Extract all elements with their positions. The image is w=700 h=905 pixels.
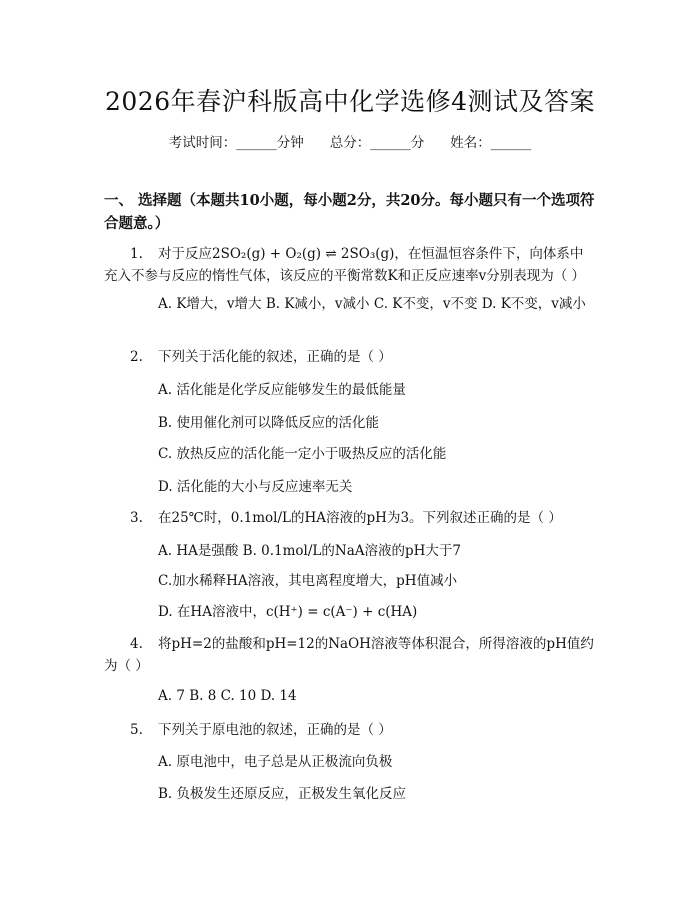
question-5-option-b: B. 负极发生还原反应，正极发生氧化反应 [158,786,407,802]
question-2-option-c: C. 放热反应的活化能一定小于吸热反应的活化能 [158,446,447,462]
question-2-option-d: D. 活化能的大小与反应速率无关 [158,479,353,495]
question-4-options: A. 7 B. 8 C. 10 D. 14 [158,688,297,704]
question-2-option-a: A. 活化能是化学反应能够发生的最低能量 [158,382,406,398]
exam-info-line [0,131,700,151]
question-text: 对于反应2SO₂(g) + O₂(g) ⇌ 2SO₃(g)，在恒温恒容条件下，向体系中充入不参与反应的惰性气体，该反应的平衡常数K和正反应速率v分别表现为（ ） [104,246,586,284]
question-5-option-a: A. 原电池中，电子总是从正极流向负极 [158,754,393,770]
question-number: 3. [130,510,143,526]
question-4-stem [104,633,596,677]
question-number: 5. [130,722,143,738]
question-2-option-b: B. 使用催化剂可以降低反应的活化能 [158,415,380,431]
exam-time-field: 考试时间：______分钟 [168,135,304,151]
question-2-stem [130,346,392,368]
question-number: 2. [130,349,143,365]
question-3-option-c: C.加水稀释HA溶液，其电离程度增大，pH值减小 [158,573,458,589]
question-text: 将pH=2的盐酸和pH=12的NaOH溶液等体积混合，所得溶液的pH值约为（ ） [104,636,594,674]
question-number: 1. [130,246,143,262]
question-1-stem [104,243,596,287]
question-text: 在25℃时，0.1mol/L的HA溶液的pH为3。下列叙述正确的是（ ） [158,510,562,526]
question-1-options: A. K增大，v增大 B. K减小，v减小 C. K不变，v不变 D. K不变，v减小 [158,296,586,312]
page-title: 2026年春沪科版高中化学选修4测试及答案 [104,87,596,116]
question-5-stem [130,719,392,741]
question-3-stem [130,507,562,529]
question-number: 4. [130,636,143,652]
total-score-field: 总分：______分 [329,135,425,151]
section-heading: 一、 选择题（本题共10小题，每小题2分，共20分。每小题只有一个选项符合题意。） [104,192,595,232]
question-text: 下列关于活化能的叙述，正确的是（ ） [158,349,392,365]
student-name-field: 姓名：______ [450,135,532,151]
question-3-option-d: D. 在HA溶液中，c(H⁺) = c(A⁻) + c(HA) [158,604,418,620]
question-text: 下列关于原电池的叙述，正确的是（ ） [158,722,392,738]
question-3-options-ab: A. HA是强酸 B. 0.1mol/L的NaA溶液的pH大于7 [158,543,461,559]
